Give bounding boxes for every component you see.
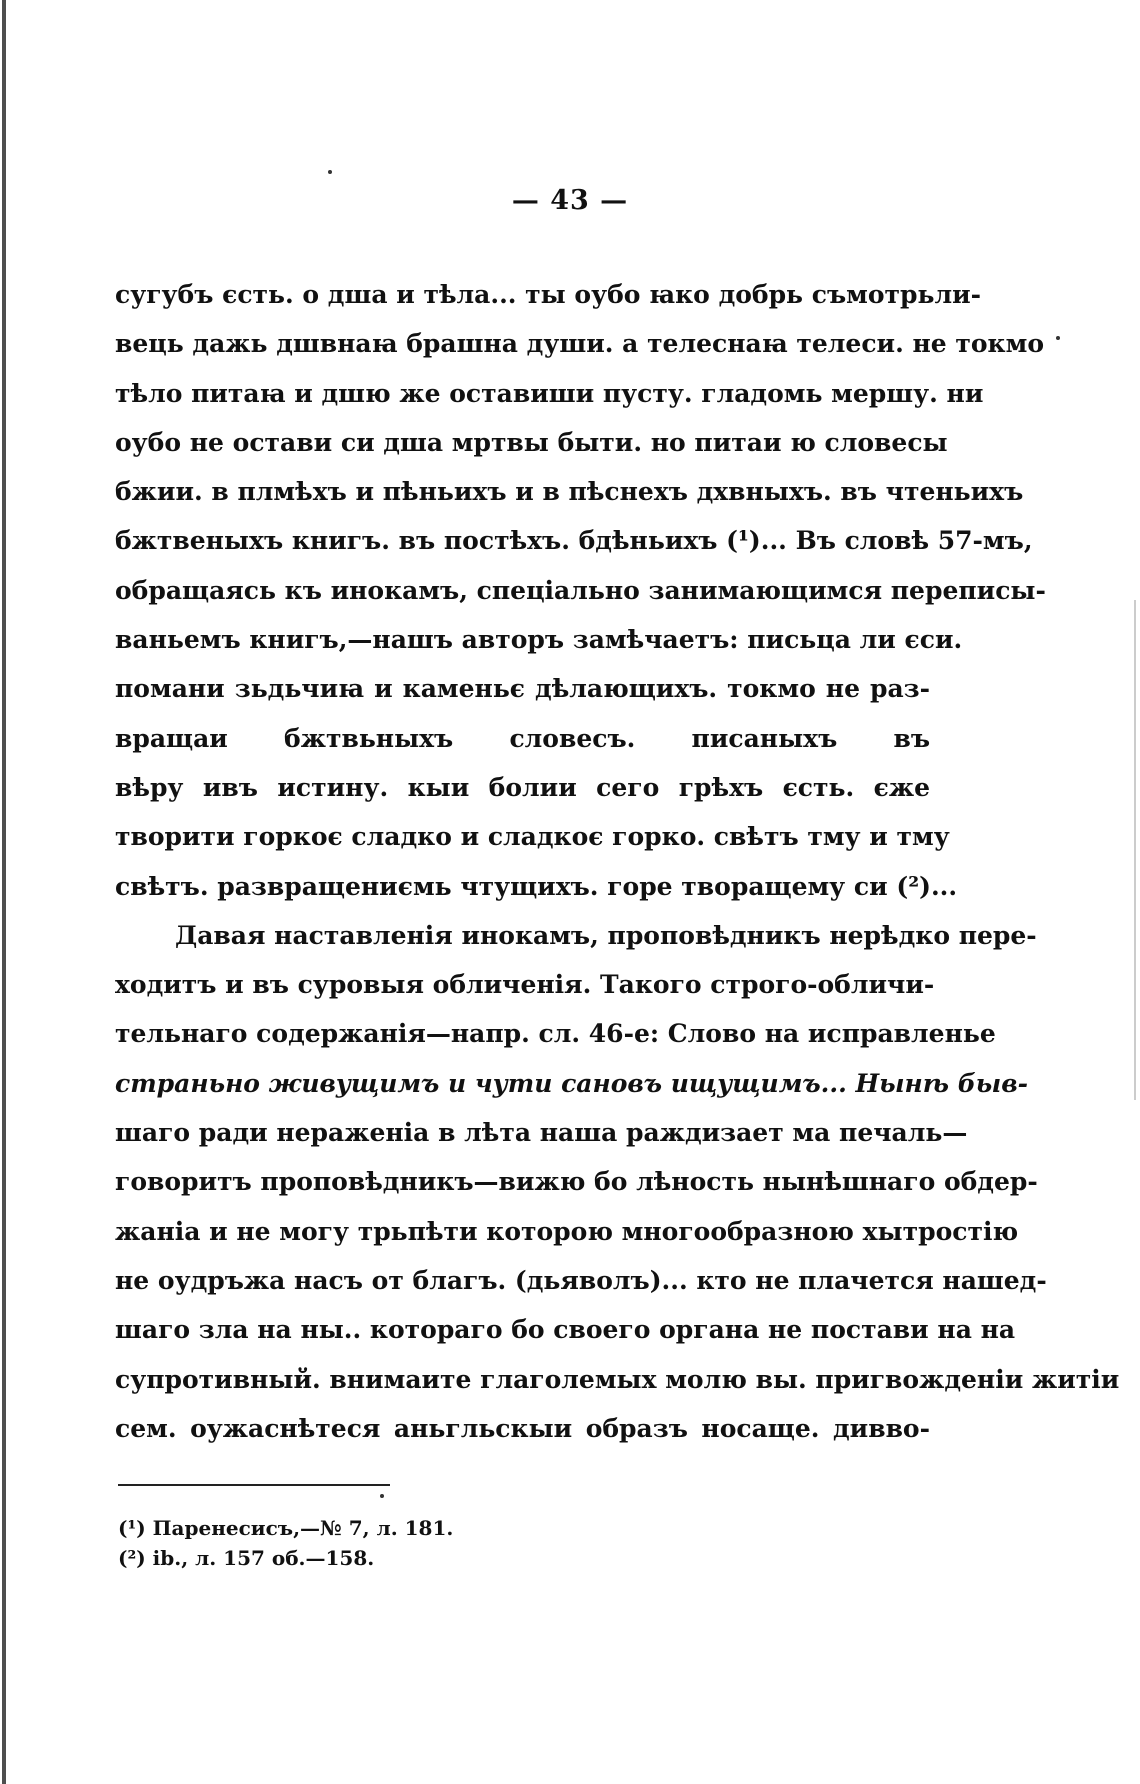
- body-text: [115, 270, 1120, 1453]
- text-line: тѣло питаꙗ и дшю же оставиши пусту. гладомь мершу. ни: [115, 378, 984, 408]
- text-line: тельнаго содержанія—напр. сл. 46-е: Слово на исправленье: [115, 1019, 996, 1049]
- speck-mark: [1056, 336, 1060, 340]
- text-line: жаніа и не могу трьпѣти которою многообразною хытростію: [115, 1216, 1019, 1246]
- text-line: супротивный. внимаите глаголемых молю вы. пригвожденіи житіи: [115, 1364, 1120, 1394]
- text-line: обращаясь къ инокамъ, спеціально занимающимся переписы-: [115, 575, 1046, 605]
- text-line: бжии. в плмѣхъ и пѣньихъ и в пѣснехъ дхвныхъ. въ чтеньихъ: [115, 477, 1024, 507]
- text-line: шаго зла на ны.. котораго бо своего органа не постави на на: [115, 1315, 1016, 1345]
- text-line: ходитъ и въ суровыя обличенія. Такого строго-обличи-: [115, 970, 935, 1000]
- text-line: бжтвеныхъ книгъ. въ постѣхъ. бдѣньихъ (¹)... Въ словѣ 57-мъ,: [115, 526, 1033, 556]
- text-line: оубо не остави си дша мртвы быти. но питаи ю словесы: [115, 427, 948, 457]
- footnotes: [118, 1513, 453, 1573]
- text-line: свѣтъ. развращениємь чтущихъ. горе творащему си (²)...: [115, 871, 958, 901]
- speck-mark: [328, 170, 332, 174]
- text-line: сем. оужаснѣтеся аньгльскыи образъ носаще. дивво-: [115, 1413, 930, 1443]
- text-line: творити горкоє сладко и сладкоє горко. свѣтъ тму и тму: [115, 822, 950, 852]
- text-line: говоритъ проповѣдникъ—вижю бо лѣность нынѣшнаго обдер-: [115, 1167, 1038, 1197]
- text-line: ваньемъ книгъ,—нашъ авторъ замѣчаетъ: письца ли єси.: [115, 625, 963, 655]
- text-line: шаго ради нераженіа в лѣта наша раждизает ма печаль—: [115, 1118, 968, 1148]
- paragraph-start-line: Давая наставленія инокамъ, проповѣдникъ нерѣдко пере-: [175, 920, 1037, 950]
- text-line: страньно живущимъ и чути сановъ ищущимъ... Нынѣ быв-: [115, 1068, 1029, 1098]
- text-line: сугубъ єсть. о дша и тѣла... ты оубо ꙗко добрь съмотрьли-: [115, 280, 982, 309]
- page-edge-right: [1134, 600, 1136, 1100]
- text-line: вращаи бжтвьныхъ словесъ. писаныхъ въ: [115, 723, 930, 753]
- text-line: вѣру ивъ истину. кыи болии сего грѣхъ єсть. єже: [115, 772, 930, 802]
- speck-mark: [380, 1494, 384, 1498]
- page-edge-left: [2, 0, 6, 1784]
- footnote-1: (¹) Паренесисъ,—№ 7, л. 181.: [118, 1516, 454, 1540]
- text-line: вець дажь дшвнаꙗ брашна души. а телеснаꙗ телеси. не токмо: [115, 329, 1045, 359]
- footnote-2: (²) ib., л. 157 об.—158.: [118, 1546, 375, 1570]
- text-line: помани зьдьчиꙗ и каменьє дѣлающихъ. токмо не раз-: [115, 674, 930, 704]
- footnote-rule: [118, 1484, 390, 1486]
- page-number: — 43 —: [511, 185, 629, 216]
- text-line: не оудръжа насъ от благъ. (дьяволъ)... кто не плачется нашед-: [115, 1265, 1047, 1295]
